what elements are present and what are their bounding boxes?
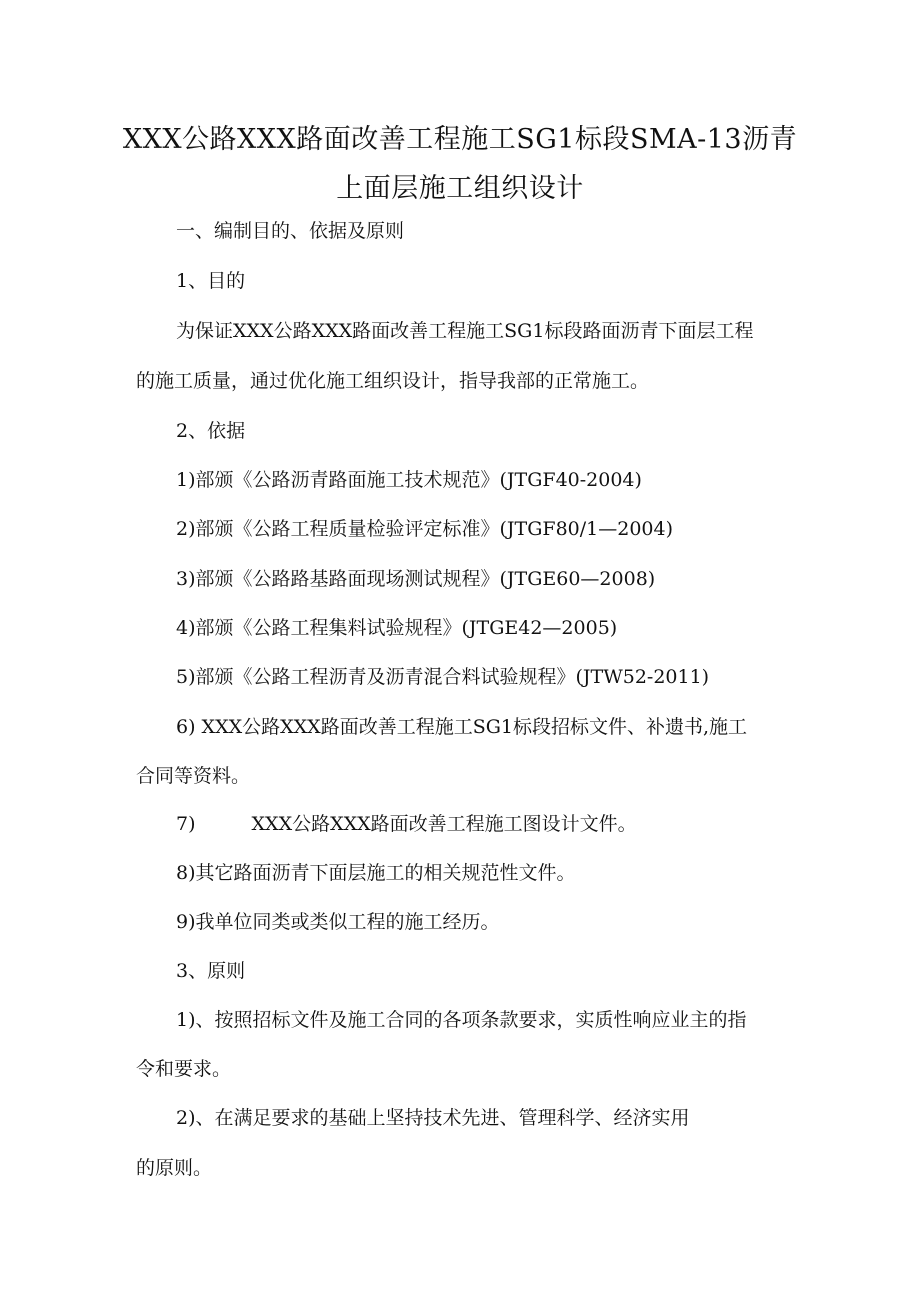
basis-item-1: 1)部颁《公路沥青路面施工技术规范》(JTGF40-2004) (176, 469, 642, 491)
basis-item-7-number: 7) (176, 813, 196, 835)
principle-1-line-2: 令和要求。 (136, 1058, 232, 1080)
basis-item-3: 3)部颁《公路路基路面现场测试规程》(JTGE60—2008) (176, 568, 656, 590)
principle-1-line-1: 1)、按照招标文件及施工合同的各项条款要求，实质性响应业主的指 (176, 1009, 747, 1031)
document-title-line-2: 上面层施工组织设计 (336, 173, 584, 204)
basis-item-9: 9)我单位同类或类似工程的施工经历。 (176, 911, 500, 933)
section-heading-1: 一、编制目的、依据及原则 (176, 220, 405, 242)
subheading-purpose: 1、目的 (176, 270, 246, 292)
purpose-paragraph-line-2: 的施工质量，通过优化施工组织设计，指导我部的正常施工。 (136, 370, 650, 392)
basis-item-5: 5)部颁《公路工程沥青及沥青混合料试验规程》(JTW52-2011) (176, 666, 710, 688)
principle-2-line-2: 的原则。 (136, 1157, 213, 1179)
document-title-line-1: XXX公路XXX路面改善工程施工SG1标段SMA-13沥青 (122, 124, 798, 155)
basis-item-7 (176, 811, 637, 837)
basis-item-2: 2)部颁《公路工程质量检验评定标准》(JTGF80/1—2004) (176, 518, 673, 540)
basis-item-8: 8)其它路面沥青下面层施工的相关规范性文件。 (176, 862, 576, 884)
subheading-principles: 3、原则 (176, 960, 246, 982)
basis-item-7-text: XXX公路XXX路面改善工程施工图设计文件。 (251, 813, 637, 835)
purpose-paragraph-line-1: 为保证XXX公路XXX路面改善工程施工SG1标段路面沥青下面层工程 (176, 320, 754, 342)
basis-item-6-line-1: 6) XXX公路XXX路面改善工程施工SG1标段招标文件、补遗书,施工 (176, 716, 748, 738)
principle-2-line-1: 2)、在满足要求的基础上坚持技术先进、管理科学、经济实用 (176, 1107, 690, 1129)
basis-item-6-line-2: 合同等资料。 (136, 765, 251, 787)
basis-item-4: 4)部颁《公路工程集料试验规程》(JTGE42—2005) (176, 617, 618, 639)
subheading-basis: 2、依据 (176, 420, 246, 442)
